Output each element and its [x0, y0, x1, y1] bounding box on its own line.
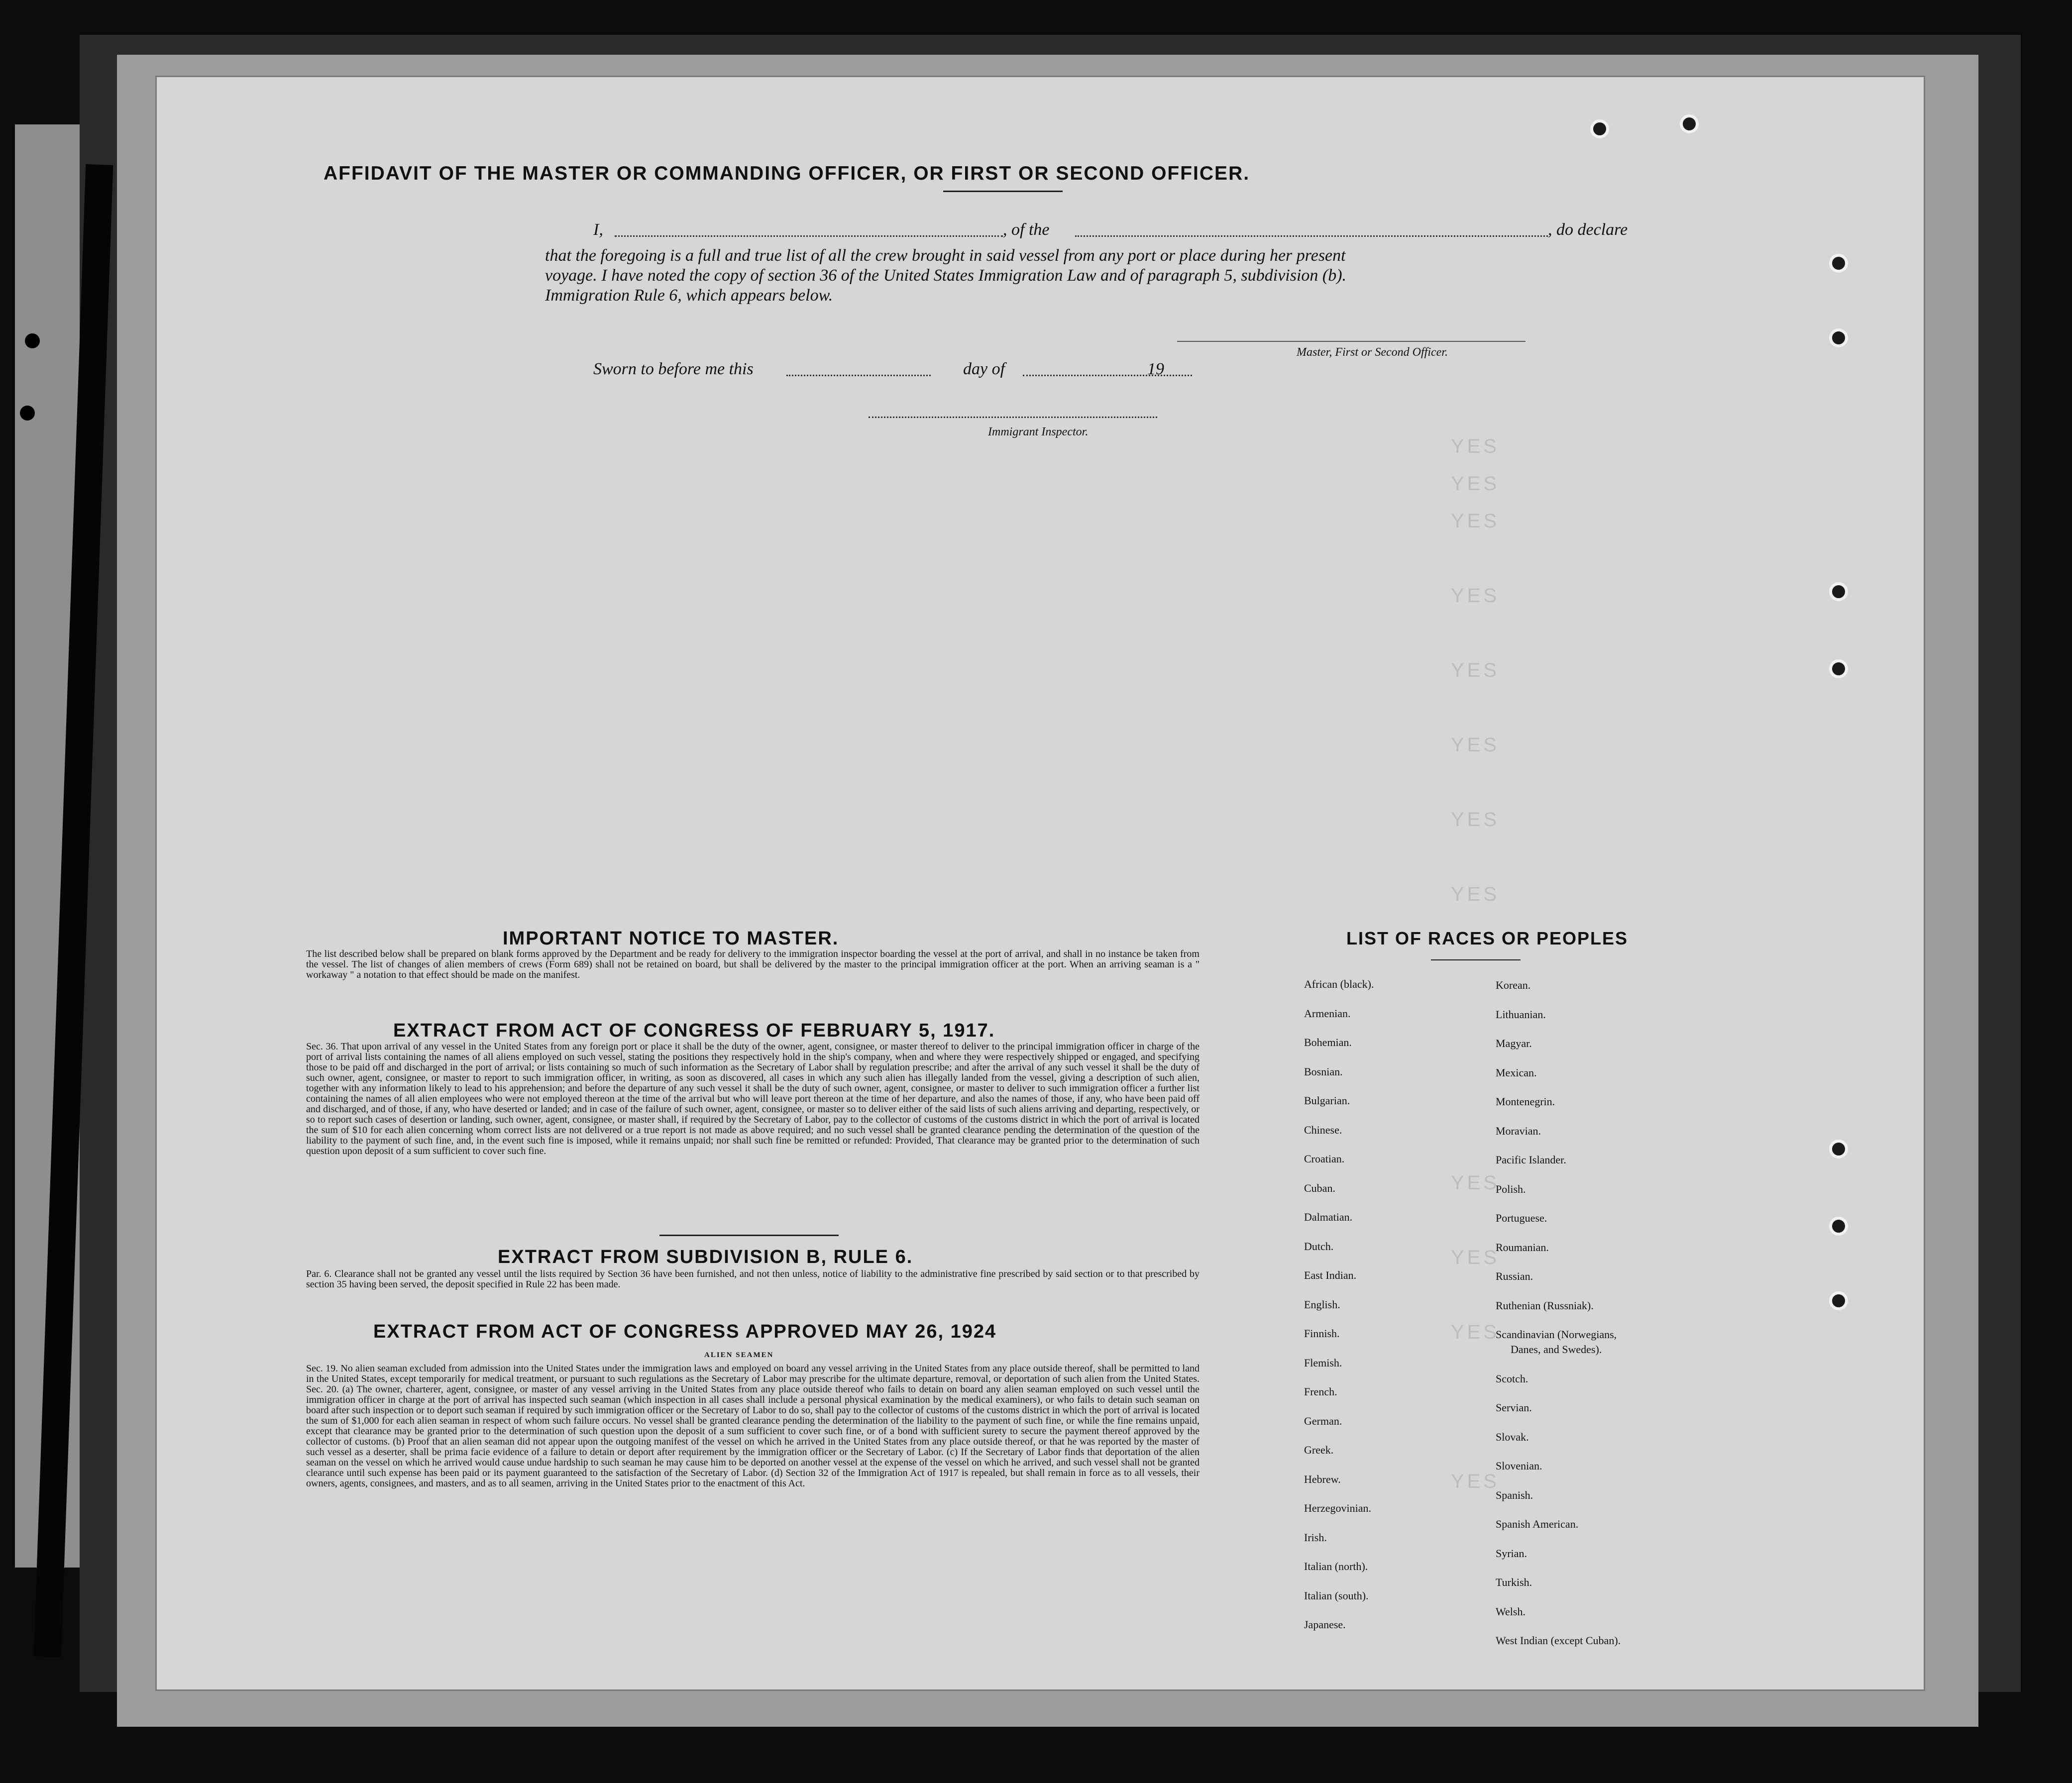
binder-hole: [1829, 1140, 1848, 1158]
binder-hole: [1680, 114, 1699, 133]
master-signature-line[interactable]: [1177, 341, 1526, 342]
alien-seamen-subtitle: ALIEN SEAMEN: [704, 1351, 774, 1359]
inspector-signature-line[interactable]: [869, 417, 1157, 418]
race-item: West Indian (except Cuban).: [1496, 1634, 1621, 1647]
race-item: Flemish.: [1304, 1356, 1342, 1369]
binder-hole: [1829, 1291, 1848, 1310]
master-signature-label: Master, First or Second Officer.: [1297, 346, 1448, 359]
year-label: 19: [1147, 360, 1164, 378]
race-item: Scandinavian (Norwegians,: [1496, 1328, 1617, 1341]
race-item: Dalmatian.: [1304, 1211, 1353, 1223]
sworn-month-blank[interactable]: [1023, 375, 1192, 376]
race-item: Croatian.: [1304, 1153, 1345, 1165]
extract-1924-body: Sec. 19. No alien seaman excluded from admission into the United States under the immigration laws and employed on board any vessel arriving in the United States from any place outside thereof, shall be permitted to land in the United States, except temporarily for medical treatment, or pursuant to such regulations as the Secretary of Labor may prescribe for the ultimate departure, removal, or deportation of such alien from the United States. Sec. 20. (a) The owner, charterer, agent, consignee, or master of any vessel arriving in the United States from any place outside thereof who fails to detain on board any alien seaman employed on such vessel until the immigration officer in charge at the port of arrival has inspected such seaman (which inspection in all cases shall include a personal physical examination by the medical examiners), or who fails to detain such seaman on board after such inspection or to deport such seaman if required by such immigration officer or the Secretary of Labor to do so, shall pay to the collector of customs of the customs district in which the port of arrival is located the sum of $1,000 for each alien seaman in respect of whom such failure occurs. No vessel shall be granted clearance pending the determination of the liability to the payment of such fine, or while the fine remains unpaid, except that clearance may be granted prior to the determination of such question upon the deposit of a sum sufficient to cover such fine, or of a bond with sufficient surety to secure the payment thereof approved by the collector of customs. (b) Proof that an alien seaman did not appear upon the outgoing manifest of the vessel on which he arrived in the United States from any place outside thereof, or that he was reported by the master of such vessel as a deserter, shall be prima facie evidence of a failure to detain or deport after requirement by the immigration officer or the Secretary of Labor. (c) If the Secretary of Labor finds that deportation of the alien seaman on the vessel on which he arrived would cause undue hardship to such seaman he may cause him to be deported on another vessel at the expense of the vessel on which he arrived, and such vessel shall not be granted clearance until such expense has been paid or its payment guaranteed to the satisfaction of the Secretary of Labor. (d) Section 32 of the Immigration Act of 1917 is repealed, but shall remain in force as to all vessels, their owners, agents, consignees, and masters, and as to all seamen, arriving in the United States prior to the enactment of this Act.: [306, 1363, 1200, 1489]
race-item: English.: [1304, 1298, 1340, 1311]
race-item: Herzegovinian.: [1304, 1502, 1371, 1514]
sworn-day-blank[interactable]: [786, 375, 931, 376]
binder-dot-1: [25, 333, 40, 348]
affidavit-title: AFFIDAVIT OF THE MASTER OR COMMANDING OFFICER, OR FIRST OR SECOND OFFICER.: [324, 163, 1250, 184]
vessel-blank[interactable]: [1075, 235, 1548, 237]
race-item: Bulgarian.: [1304, 1094, 1350, 1107]
affidavit-i: I,: [593, 220, 603, 239]
affidavit-statement-1: that the foregoing is a full and true list of all the crew brought in said vessel from any port or place during her present: [545, 246, 1346, 265]
affidavit-statement-3: Immigration Rule 6, which appears below.: [545, 286, 833, 305]
race-item: Finnish.: [1304, 1327, 1340, 1340]
race-item: Magyar.: [1496, 1037, 1532, 1049]
race-item: Korean.: [1496, 979, 1531, 991]
races-title-rule: [1431, 959, 1521, 960]
race-item: Syrian.: [1496, 1547, 1527, 1560]
race-item: Servian.: [1496, 1401, 1532, 1414]
binder-hole: [1829, 659, 1848, 678]
race-item: Danes, and Swedes).: [1511, 1343, 1602, 1356]
race-item: Montenegrin.: [1496, 1095, 1555, 1108]
race-item: Spanish American.: [1496, 1518, 1579, 1530]
binder-hole: [1590, 119, 1609, 138]
race-item: Slovenian.: [1496, 1460, 1542, 1472]
race-item: French.: [1304, 1385, 1337, 1398]
race-item: Italian (south).: [1304, 1589, 1369, 1602]
extract-1917-title: EXTRACT FROM ACT OF CONGRESS OF FEBRUARY 5, 1917.: [393, 1020, 995, 1041]
race-item: Portuguese.: [1496, 1212, 1547, 1224]
affidavit-statement-2: voyage. I have noted the copy of section 36 of the United States Immigration Law and of paragraph 5, subdivision (b).: [545, 266, 1347, 285]
race-item: Welsh.: [1496, 1605, 1526, 1618]
race-item: Cuban.: [1304, 1181, 1335, 1194]
race-item: Japanese.: [1304, 1618, 1346, 1631]
day-of-label: day of: [963, 360, 1005, 378]
extract-rule6-title: EXTRACT FROM SUBDIVISION B, RULE 6.: [498, 1247, 913, 1267]
binder-hole: [1829, 328, 1848, 347]
race-item: Russian.: [1496, 1270, 1533, 1282]
affidavit-do-declare: , do declare: [1548, 220, 1628, 239]
race-item: Greek.: [1304, 1444, 1334, 1456]
notice-body: The list described below shall be prepared on blank forms approved by the Department and be ready for delivery to the immigration inspector boarding the vessel at the port of arrival, and shall in no instance be taken from the vessel. The list of changes of alien members of crews (Form 689) shall not be retained on board, but shall be delivered by the master to the principal immigration officer at the port. When an arriving seaman is a " workaway " a notation to that effect should be made on the manifest.: [306, 948, 1200, 980]
race-item: Armenian.: [1304, 1007, 1351, 1020]
race-item: Roumanian.: [1496, 1241, 1549, 1254]
name-blank[interactable]: [615, 235, 1003, 237]
race-item: Moravian.: [1496, 1124, 1541, 1137]
race-item: Bohemian.: [1304, 1036, 1352, 1049]
binder-dot-2: [20, 406, 35, 420]
race-item: Slovak.: [1496, 1430, 1529, 1443]
binder-hole: [1829, 1217, 1848, 1236]
inspector-label: Immigrant Inspector.: [988, 425, 1089, 438]
race-item: Dutch.: [1304, 1240, 1334, 1253]
race-item: German.: [1304, 1414, 1342, 1427]
race-item: Pacific Islander.: [1496, 1154, 1566, 1166]
binder-hole: [1829, 582, 1848, 601]
notice-title: IMPORTANT NOTICE TO MASTER.: [503, 928, 839, 949]
extract-1917-body: Sec. 36. That upon arrival of any vessel in the United States from any foreign port or place it shall be the duty of the owner, agent, consignee, or master thereof to deliver to the principal immigration officer in charge of the port of arrival lists containing the names of all aliens employed on such vessel, stating the positions they respectively hold in the ship's company, when and where they were respectively shipped or engaged, and specifying those to be paid off and discharged in the port of arrival; or lists containing so much of such information as the Secretary of Labor shall by regulation prescribe; and after the arrival of any such vessel it shall be the duty of such owner, agent, consignee, or master to report to such immigration officer, in writing, as soon as discovered, all cases in which any such alien has illegally landed from the vessel, giving a description of such alien, together with any information likely to lead to his apprehension; and before the departure of any such vessel it shall be the duty of such owner, agent, consignee, or master to deliver to such immigration officer a further list containing the names of all alien employees who were not employed thereon at the time of the arrival but who will leave port thereon at the time of her departure, and also the names of those, if any, who have been paid off and discharged, and of those, if any, who have deserted or landed; and in case of the failure of such owner, agent, consignee, or master so to deliver either of the said lists of such aliens arriving and departing, respectively, or so to report such cases of desertion or landing, such owner, agent, consignee, or master shall, if required by the Secretary of Labor, pay to the collector of customs of the customs district in which the port of arrival is located the sum of $10 for each alien concerning whom correct lists are not delivered or a true report is not made as above required; and no such vessel shall be granted clearance pending the determination of the question of the liability to the payment of such fine, and, in the event such fine is imposed, while it remains unpaid; nor shall such fine be remitted or refunded: Provided, That clearance may be granted prior to the determination of such question upon deposit of a sum sufficient to cover such fine.: [306, 1041, 1200, 1156]
race-item: Turkish.: [1496, 1576, 1532, 1588]
affidavit-of-the: , of the: [1003, 220, 1050, 239]
section-rule: [659, 1235, 839, 1236]
race-item: African (black).: [1304, 978, 1374, 990]
race-item: Chinese.: [1304, 1123, 1342, 1136]
race-item: Bosnian.: [1304, 1065, 1343, 1078]
race-item: Scotch.: [1496, 1372, 1528, 1385]
race-item: Italian (north).: [1304, 1560, 1368, 1573]
sworn-label: Sworn to before me this: [593, 360, 754, 378]
races-title: LIST OF RACES OR PEOPLES: [1346, 928, 1629, 948]
manifest-page: YES YES YES YES YES YES YES YES YES YES YES YES AFFIDAVIT OF THE MASTER OR COMMANDING OFFICER, OR FIRST OR SECOND OFFICER. I, , of the , do declare that the foregoing is a full and true list of all the crew brought in said vessel from any port or place during her present voyage. I have noted the copy of section 36 of the United States Immigration Law and of paragraph 5, subdivision (b). Immigration Rule 6, which appears below. Master, First or Second Officer. Sworn to before me this day of 19 Immigrant Inspector. IMPORTANT NOTICE TO MASTER. The list described below shall be prepared on blank forms approved by the Department and be ready for delivery to the immigration inspector boarding the vessel at the port of arrival, and shall in no instance be taken from the vessel. The list of changes of alien members of crews (Form 689) shall not be retained on board, but shall be delivered by the master to the principal immigration officer at the port. When an arriving seaman is a " workaway " a notation to that effect should be made on the manifest. EXTRACT FROM ACT OF CONGRESS OF FEBRUARY 5, 1917. Sec. 36. That upon arrival of any vessel in the United States from any foreign port or place it shall be the duty of the owner, agent, consignee, or master thereof to deliver to the principal immigration officer in charge of the port of arrival lists containing the names of all aliens employed on such vessel, stating the positions they respectively hold in the ship's company, when and where they were respectively shipped or engaged, and specifying those to be paid off and discharged in the port of arrival; or lists containing so much of such information as the Secretary of Labor shall by regulation prescribe; and after the arrival of any such vessel it shall be the duty of such owner, agent, consignee, or master to report to such immigration officer, in writing, as soon as discovered, all cases in which any such alien has illegally landed from the vessel, giving a description of such alien, together with any information likely to lead to his apprehension; and before the departure of any such vessel it shall be the duty of such owner, agent, consignee, or master to deliver to such immigration officer a further list containing the names of all alien employees who were not employed thereon at the time of the arrival but who will leave port thereon at the time of her departure, and also the names of those, if any, who have been paid off and discharged, and of those, if any, who have deserted or landed; and in case of the failure of such owner, agent, consignee, or master so to deliver either of the said lists of such aliens arriving and departing, respectively, or so to report such cases of desertion or landing, such owner, agent, consignee, or master shall, if required by the Secretary of Labor, pay to the collector of customs of the customs district in which the port of arrival is located the sum of $10 for each alien concerning whom correct lists are not delivered or a true report is not made as above required; and no such vessel shall be granted clearance pending the determination of the question of the liability to the payment of such fine, and, in the event such fine is imposed, while it remains unpaid; nor shall such fine be remitted or refunded: Provided, That clearance may be granted prior to the determination of such question upon deposit of a sum sufficient to cover such fine. EXTRACT FROM SUBDIVISION B, RULE 6. Par. 6. Clearance shall not be granted any vessel until the lists required by Section 36 have been furnished, and not then unless, notice of liability to the administrative fine prescribed by said section or to that prescribed by section 35 having been served, the deposit specified in Rule 22 has been made. EXTRACT FROM ACT OF CONGRESS APPROVED MAY 26, 1924 ALIEN SEAMEN Sec. 19. No alien seaman excluded from admission into the United States under the immigration laws and employed on board any vessel arriving in the United States from any place outside thereof, shall be permitted to land in the United States, except temporarily for medical treatment, or pursuant to such regulations as the Secretary of Labor may prescribe for the ultimate departure, removal, or deportation of such alien from the United States. Sec. 20. (a) The owner, charterer, agent, consignee, or master of any vessel arriving in the United States from any place outside thereof who fails to detain on board any alien seaman employed on such vessel until the immigration officer in charge at the port of arrival has inspected such seaman (which inspection in all cases shall include a personal physical examination by the medical examiners), or who fails to detain such seaman on board after such inspection or to deport such seaman if required by such immigration officer or the Secretary of Labor to do so, shall pay to the collector of customs of the customs district in which the port of arrival is located the sum of $1,000 for each alien seaman in respect of whom such failure occurs. No vessel shall be granted clearance pending the determination of the liability to the payment of such fine, or while the fine remains unpaid, except that clearance may be granted prior to the determination of such question upon the deposit of a sum sufficient to cover such fine, or of a bond with sufficient surety to secure the payment thereof approved by the collector of customs. (b) Proof that an alien seaman did not appear upon the outgoing manifest of the vessel on which he arrived in the United States from any place outside thereof, or that he was reported by the master of such vessel as a deserter, shall be prima facie evidence of a failure to detain or deport after requirement by the immigration officer or the Secretary of Labor. (c) If the Secretary of Labor finds that deportation of the alien seaman on the vessel on which he arrived would cause undue hardship to such seaman he may cause him to be deported on another vessel at the expense of the vessel on which he arrived, and such vessel shall not be granted clearance until such expense has been paid or its payment guaranteed to the satisfaction of the Secretary of Labor. (d) Section 32 of the Immigration Act of 1917 is repealed, but shall remain in force as to all vessels, their owners, agents, consignees, and masters, and as to all seamen, arriving in the United States prior to the enactment of this Act. LIST OF RACES OR PEOPLES African (black). Armenian. Bohemian. Bosnian. Bulgarian. Chinese. Croatian. Cuban. Dalmatian. Dutch. East Indian. English. Finnish. Flemish. French. German. Greek. Hebrew. Herzegovinian. Irish. Italian (north). Italian (south). Japanese. Korean. Lithuanian. Magyar. Mexican. Montenegrin. Moravian. Pacific Islander. Polish. Portuguese. Roumanian. Russian. Ruthenian (Russniak). Scandinavian (Norwegians, Danes, and Swedes). Scotch. Servian. Slovak. Slovenian. Spanish. Spanish American. Syrian. Turkish. Welsh. West Indian (except Cuban).: [157, 77, 1924, 1689]
race-item: East Indian.: [1304, 1269, 1357, 1281]
race-item: Lithuanian.: [1496, 1008, 1546, 1021]
extract-1924-title: EXTRACT FROM ACT OF CONGRESS APPROVED MAY 26, 1924: [373, 1321, 997, 1342]
binder-hole: [1829, 254, 1848, 273]
race-item: Ruthenian (Russniak).: [1496, 1299, 1594, 1312]
extract-rule6-body: Par. 6. Clearance shall not be granted any vessel until the lists required by Section 36 have been furnished, and not then unless, notice of liability to the administrative fine prescribed by said section or to that prescribed by section 35 having been served, the deposit specified in Rule 22 has been made.: [306, 1268, 1200, 1290]
race-item: Mexican.: [1496, 1066, 1537, 1079]
title-rule: [943, 191, 1063, 192]
race-item: Hebrew.: [1304, 1472, 1341, 1485]
race-item: Polish.: [1496, 1182, 1526, 1195]
race-item: Irish.: [1304, 1531, 1327, 1544]
race-item: Spanish.: [1496, 1488, 1533, 1501]
